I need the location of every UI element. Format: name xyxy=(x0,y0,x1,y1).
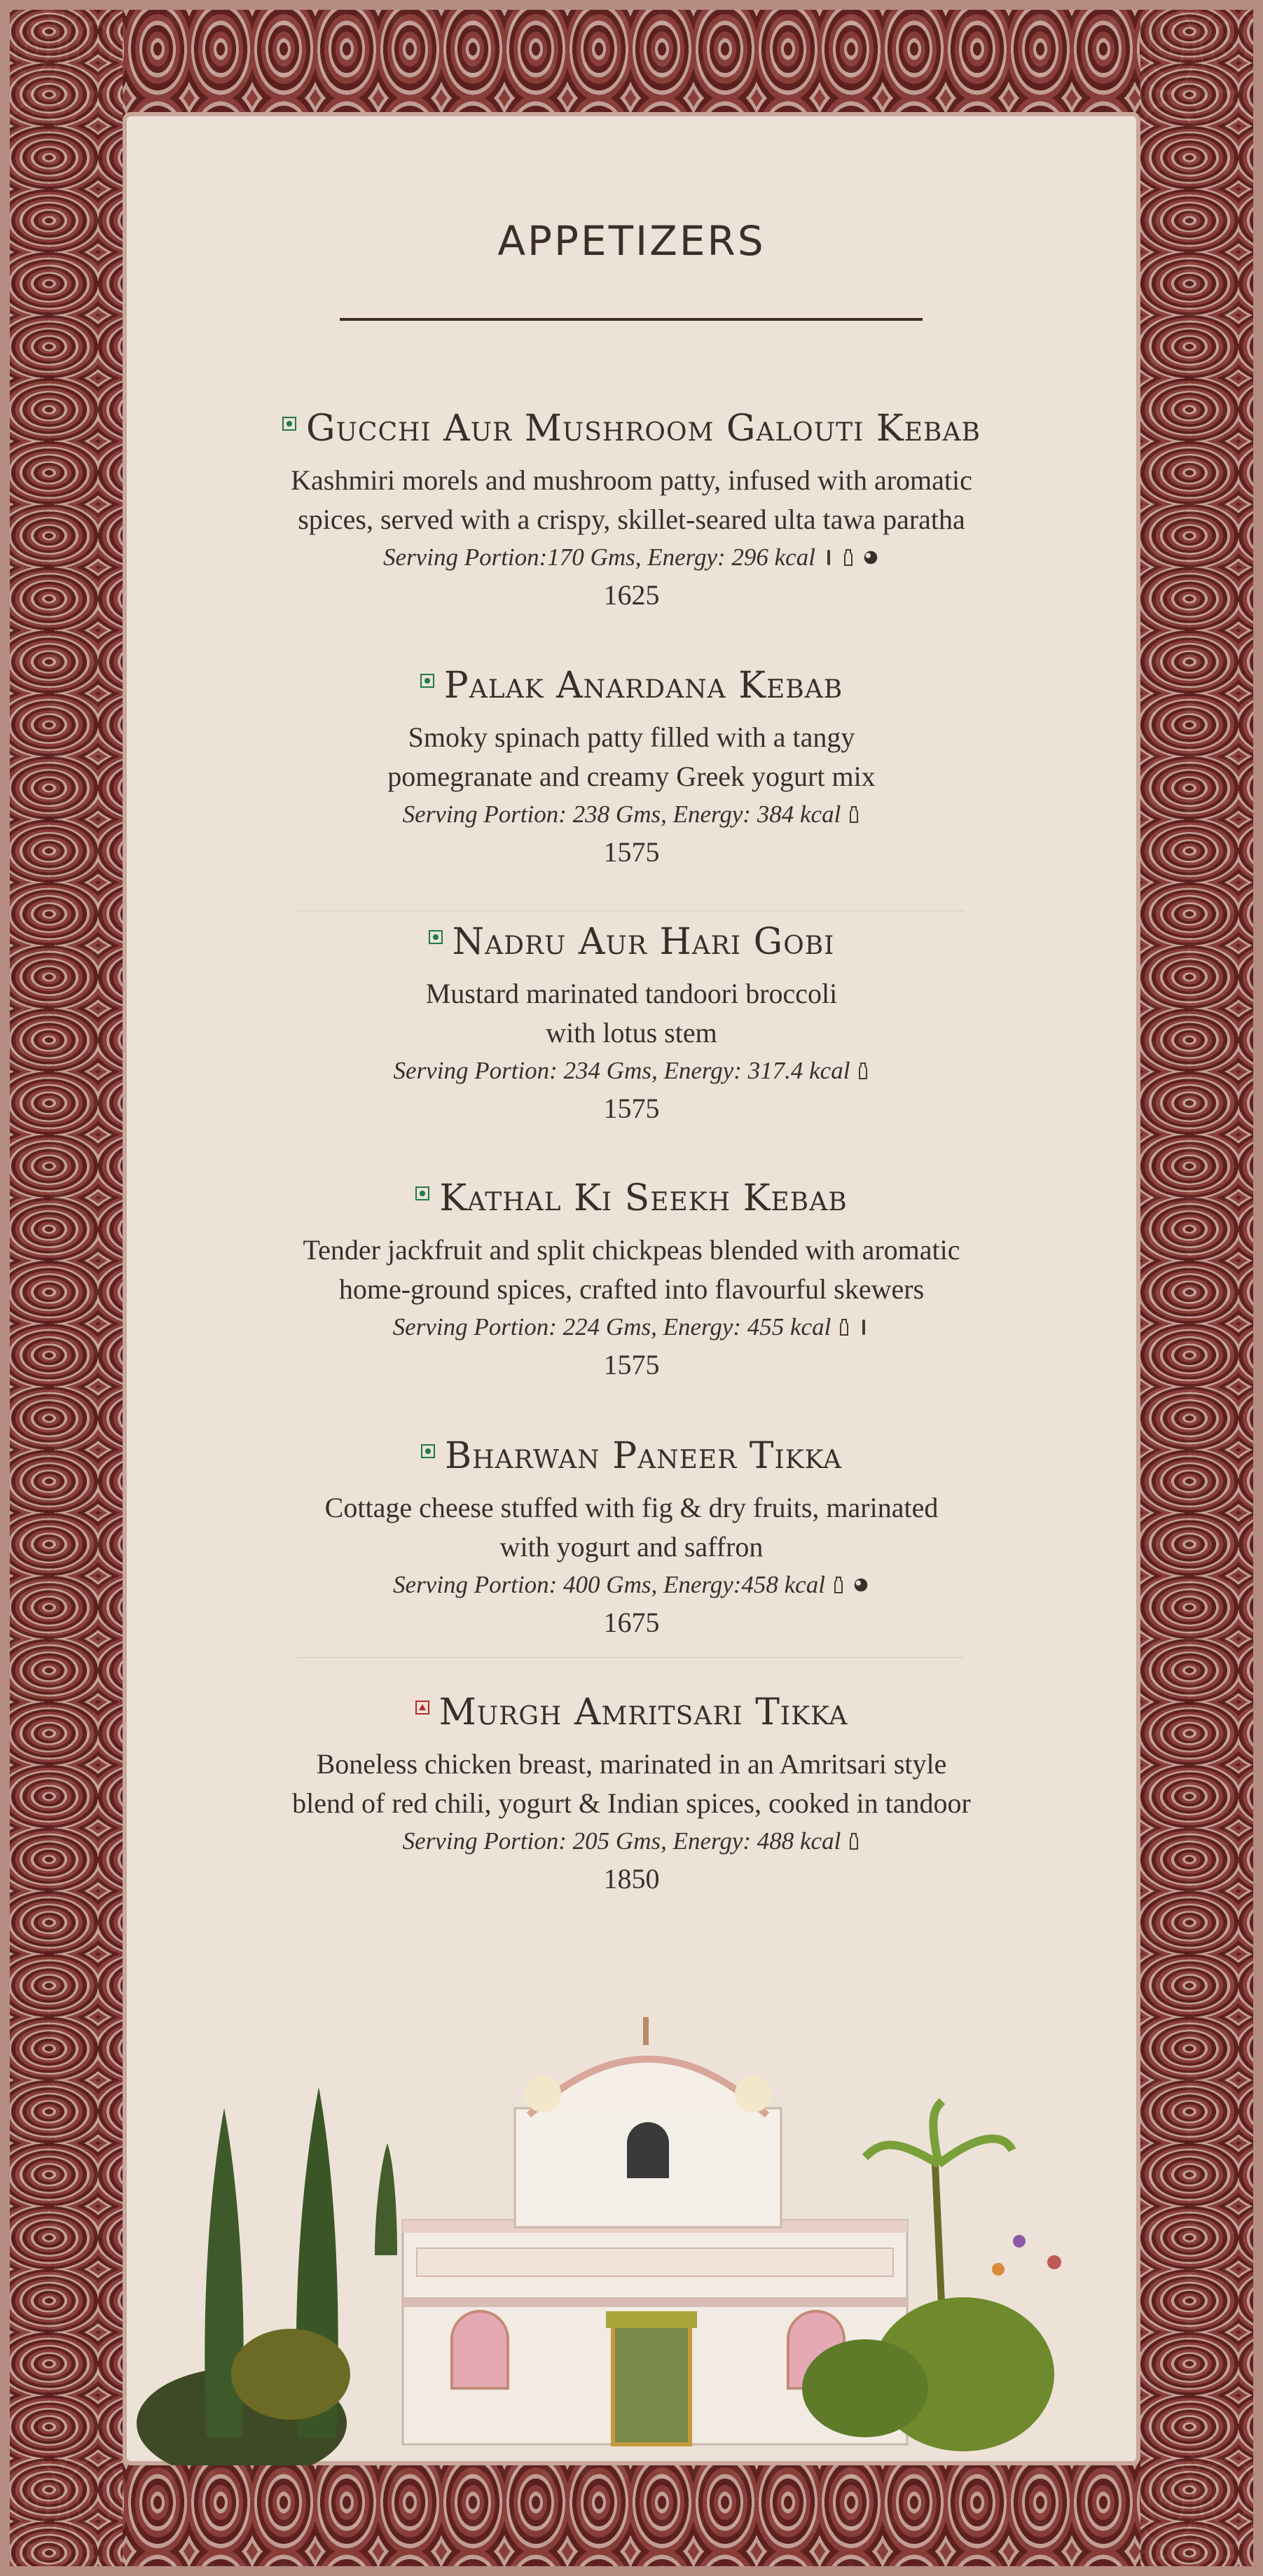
menu-item xyxy=(123,1434,1140,1642)
item-description: Cottage cheese stuffed with fig & dry fruits, marinated xyxy=(324,1492,939,1523)
item-name: Gucchi Aur Mushroom Galouti Kebab xyxy=(306,408,981,450)
paisley-border-left xyxy=(0,0,123,2576)
serving-portion: Serving Portion: 400 Gms, Energy:458 kcal xyxy=(393,1571,825,1598)
paisley-border-bottom xyxy=(0,2453,1263,2576)
item-description: home-ground spices, crafted into flavourful skewers xyxy=(338,1273,925,1305)
menu-item xyxy=(123,920,1140,1128)
nuts-icon xyxy=(862,548,880,567)
item-description: Tender jackfruit and split chickpeas blended with aromatic xyxy=(303,1234,960,1266)
item-description: with lotus stem xyxy=(546,1017,717,1048)
item-price: 1625 xyxy=(603,579,660,611)
dairy-icon xyxy=(838,1317,850,1337)
item-price: 1575 xyxy=(603,1349,660,1380)
dairy-icon xyxy=(848,1831,860,1851)
serving-portion: Serving Portion:170 Gms, Energy: 296 kcal xyxy=(383,543,815,571)
dairy-icon xyxy=(848,805,860,824)
serving-portion: Serving Portion: 234 Gms, Energy: 317.4 kcal xyxy=(393,1057,850,1084)
item-name: Nadru Aur Hari Gobi xyxy=(452,921,835,963)
palace-illustration xyxy=(123,1933,1140,2465)
item-price: 1575 xyxy=(603,1093,660,1124)
item-name: Murgh Amritsari Tikka xyxy=(439,1691,848,1733)
nuts-icon xyxy=(852,1575,870,1595)
paisley-border-right xyxy=(1140,0,1263,2576)
item-price: 1850 xyxy=(603,1863,660,1895)
item-description: pomegranate and creamy Greek yogurt mix xyxy=(387,761,876,792)
paisley-border-top xyxy=(0,0,1263,123)
item-price: 1675 xyxy=(603,1607,660,1638)
item-description: with yogurt and saffron xyxy=(499,1531,764,1563)
veg-icon xyxy=(282,417,296,431)
serving-portion: Serving Portion: 238 Gms, Energy: 384 kcal xyxy=(402,801,841,828)
gluten-icon xyxy=(857,1317,870,1337)
item-description: Kashmiri morels and mushroom patty, infused with aromatic xyxy=(291,464,972,496)
item-description: Boneless chicken breast, marinated in an Amritsari style xyxy=(316,1748,947,1780)
serving-portion: Serving Portion: 205 Gms, Energy: 488 kcal xyxy=(402,1827,841,1855)
item-name: Palak Anardana Kebab xyxy=(443,665,843,707)
menu-panel xyxy=(123,112,1140,2465)
item-description: spices, served with a crispy, skillet-seared ulta tawa paratha xyxy=(298,504,965,535)
menu-item xyxy=(123,406,1140,615)
gluten-icon xyxy=(822,548,835,567)
section-title: APPETIZERS xyxy=(497,217,766,265)
item-description: blend of red chili, yogurt & Indian spices, cooked in tandoor xyxy=(292,1787,971,1819)
dairy-icon xyxy=(832,1575,845,1595)
divider xyxy=(298,1657,965,1658)
veg-icon xyxy=(420,674,434,688)
menu-item xyxy=(123,1176,1140,1385)
veg-icon xyxy=(415,1186,429,1200)
title-underline xyxy=(340,318,923,321)
veg-icon xyxy=(421,1444,435,1458)
item-name: Kathal Ki Seekh Kebab xyxy=(439,1177,848,1219)
dairy-icon xyxy=(842,548,855,567)
divider xyxy=(298,910,965,911)
item-description: Mustard marinated tandoori broccoli xyxy=(425,978,838,1009)
nonveg-icon xyxy=(415,1701,429,1715)
dairy-icon xyxy=(857,1061,869,1081)
veg-icon xyxy=(429,930,443,944)
item-description: Smoky spinach patty filled with a tangy xyxy=(408,721,855,753)
item-price: 1575 xyxy=(603,836,660,868)
item-name: Bharwan Paneer Tikka xyxy=(444,1435,843,1477)
menu-item xyxy=(123,1690,1140,1899)
menu-item xyxy=(123,663,1140,872)
serving-portion: Serving Portion: 224 Gms, Energy: 455 kcal xyxy=(392,1313,831,1341)
